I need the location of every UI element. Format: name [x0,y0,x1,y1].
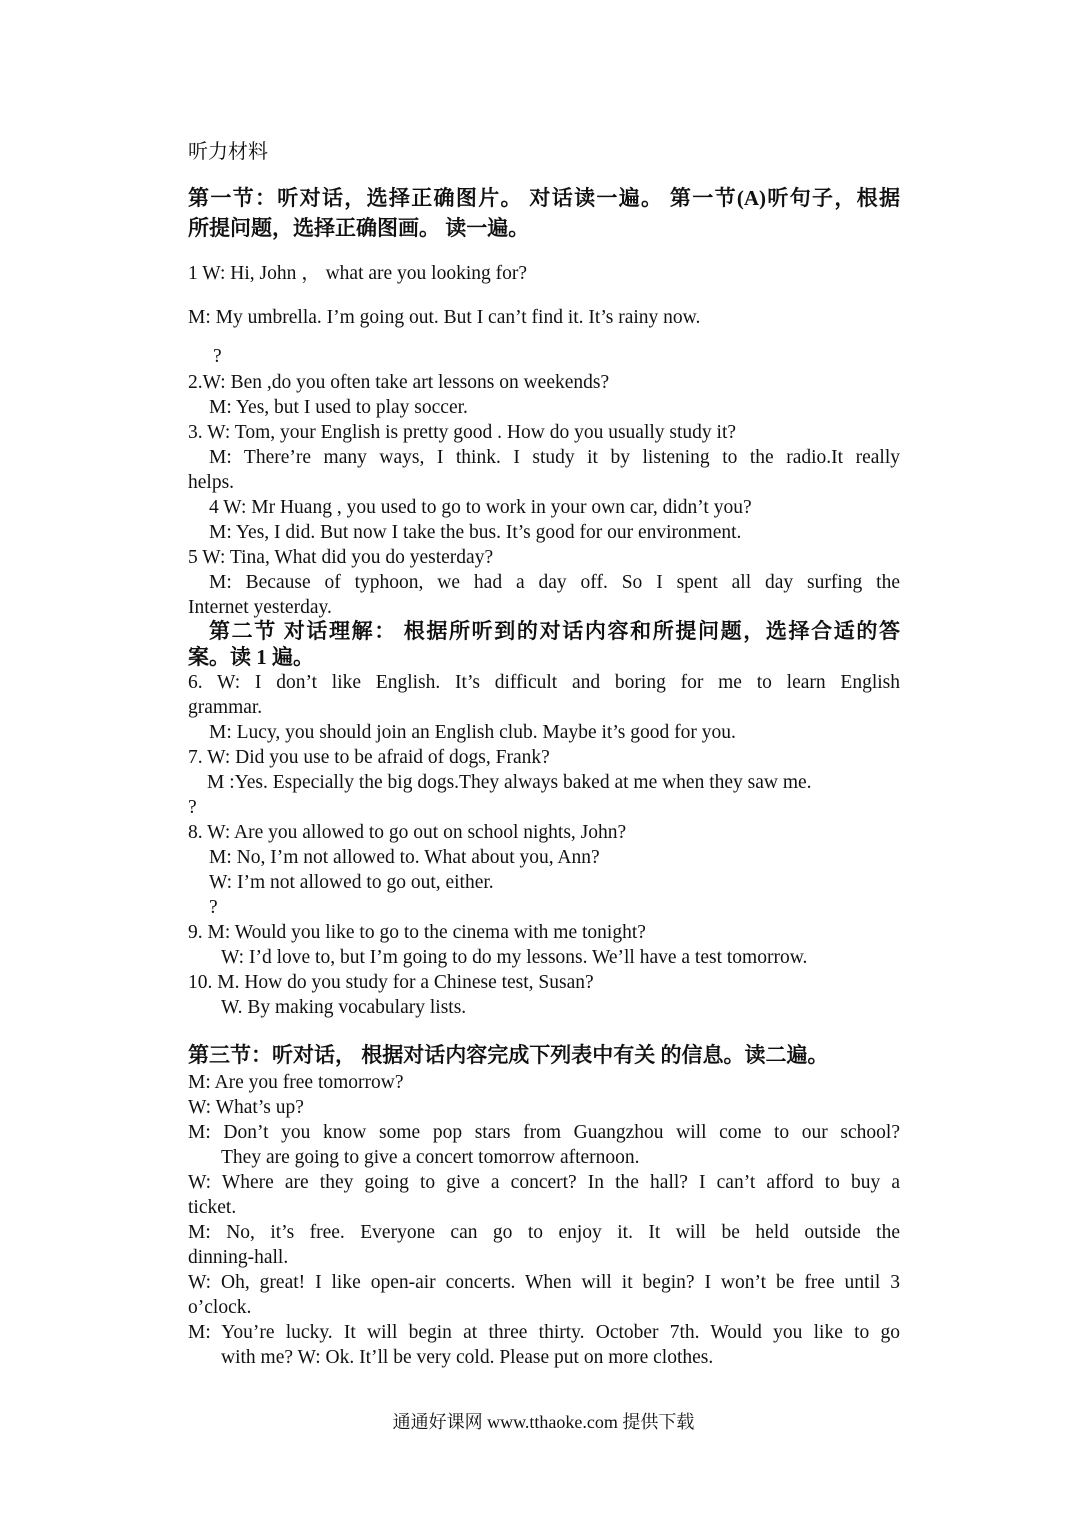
section1-heading: 第一节：听对话，选择正确图片。 对话读一遍。 第一节(A)听句子，根据 [188,186,900,210]
dialogue-line: 8. W: Are you allowed to go out on school nights, John? [188,822,627,843]
question-mark: ? [209,897,218,918]
dialogue-line: M: Are you free tomorrow? [188,1072,404,1093]
section2-heading-cont: 案。读 1 遍。 [188,645,314,669]
section1-heading-cont: 所提问题，选择正确图画。 读一遍。 [188,216,530,240]
dialogue-line: 9. M: Would you like to go to the cinema with me tonight? [188,922,646,943]
dialogue-line: 5 W: Tina, What did you do yesterday? [188,547,494,568]
dialogue-line: 7. W: Did you use to be afraid of dogs, Frank? [188,747,550,768]
dialogue-line: M: There’re many ways, I think. I study it by listening to the radio.It really [209,447,900,468]
dialogue-line: 1 W: Hi, John ， what are you looking for? [188,263,528,284]
dialogue-line: M: Yes, but I used to play soccer. [209,397,468,418]
section2-heading: 第二节 对话理解： 根据所听到的对话内容和所提问题，选择合适的答 [209,619,900,643]
dialogue-line: M: You’re lucky. It will begin at three thirty. October 7th. Would you like to go [188,1322,900,1343]
dialogue-line: W: What’s up? [188,1097,304,1118]
dialogue-line: 6. W: I don’t like English. It’s difficult and boring for me to learn English [188,672,900,693]
document-title: 听力材料 [188,141,268,163]
dialogue-line: M :Yes. Especially the big dogs.They always baked at me when they saw me. [207,772,812,793]
dialogue-line: Internet yesterday. [188,597,332,618]
dialogue-line: grammar. [188,697,263,718]
dialogue-line: W: Oh, great! I like open-air concerts. When will it begin? I won’t be free until 3 [188,1272,900,1293]
question-mark: ? [213,346,222,367]
dialogue-line: M: Don’t you know some pop stars from Guangzhou will come to our school? [188,1122,900,1143]
question-mark: ? [188,797,197,818]
page-footer: 通通好课网 www.tthaoke.com 提供下载 [392,1412,695,1432]
dialogue-line: dinning-hall. [188,1247,289,1268]
dialogue-line: M: My umbrella. I’m going out. But I can’t find it. It’s rainy now. [188,307,701,328]
dialogue-line: W: Where are they going to give a concert? In the hall? I can’t afford to buy a [188,1172,900,1193]
dialogue-line: M: Lucy, you should join an English club. Maybe it’s good for you. [209,722,736,743]
dialogue-line: M: No, it’s free. Everyone can go to enjoy it. It will be held outside the [188,1222,900,1243]
dialogue-line: with me? W: Ok. It’ll be very cold. Please put on more clothes. [221,1347,714,1368]
dialogue-line: They are going to give a concert tomorrow afternoon. [221,1147,640,1168]
dialogue-line: W: I’m not allowed to go out, either. [209,872,494,893]
dialogue-line: W: I’d love to, but I’m going to do my lessons. We’ll have a test tomorrow. [221,947,808,968]
section3-heading: 第三节：听对话， 根据对话内容完成下列表中有关 的信息。读二遍。 [188,1043,829,1067]
dialogue-line: 3. W: Tom, your English is pretty good . How do you usually study it? [188,422,737,443]
dialogue-line: M: Yes, I did. But now I take the bus. It’s good for our environment. [209,522,742,543]
dialogue-line: ticket. [188,1197,237,1218]
dialogue-line: M: No, I’m not allowed to. What about you, Ann? [209,847,600,868]
dialogue-line: 4 W: Mr Huang , you used to go to work in your own car, didn’t you? [209,497,752,518]
dialogue-line: 10. M. How do you study for a Chinese test, Susan? [188,972,594,993]
dialogue-line: o’clock. [188,1297,252,1318]
dialogue-line: helps. [188,472,235,493]
dialogue-line: 2.W: Ben ,do you often take art lessons on weekends? [188,372,610,393]
dialogue-line: W. By making vocabulary lists. [221,997,467,1018]
dialogue-line: M: Because of typhoon, we had a day off. So I spent all day surfing the [209,572,900,593]
